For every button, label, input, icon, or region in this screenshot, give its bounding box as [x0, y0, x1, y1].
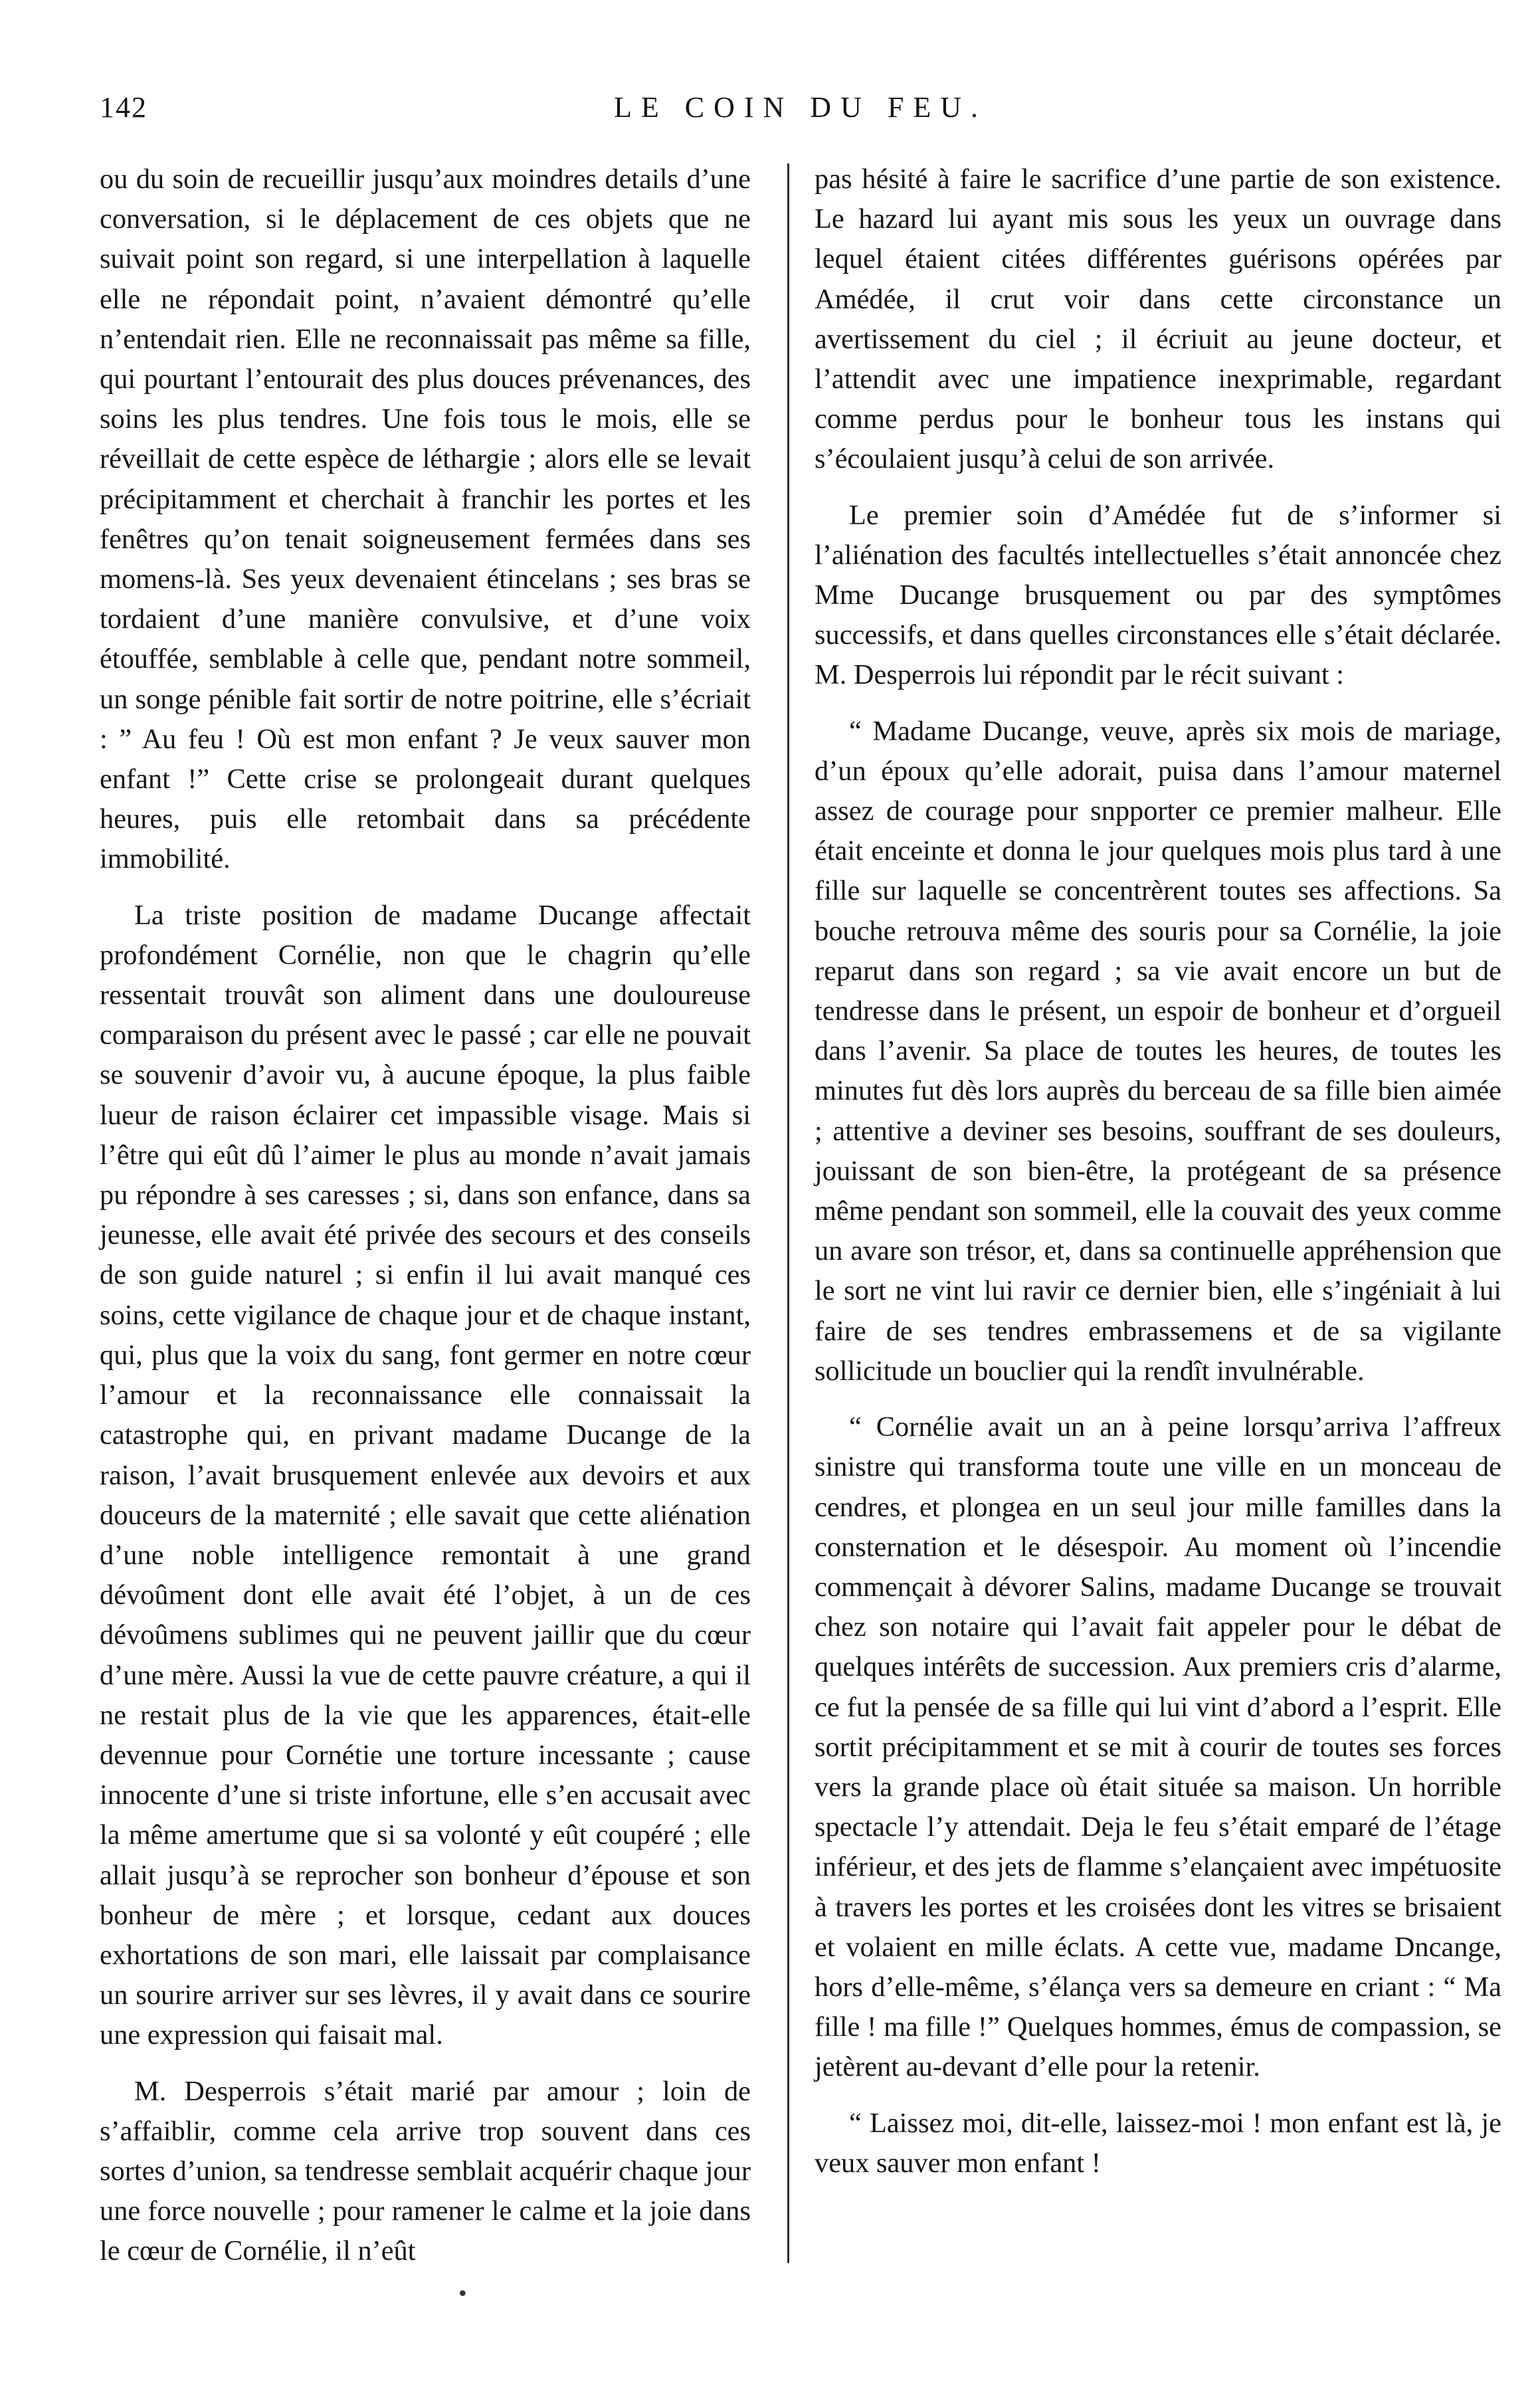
left-paragraph-1: ou du soin de recueillir jusqu’aux moindres details d’une conversation, si le déplacement de ces objets que ne suivait point son regard, si une interpellation à laquelle elle ne répondait point, n’avaient démontré qu’elle n’entendait rien. Elle ne reconnaissait pas même sa fille, qui pourtant l’entourait des plus douces prévenances, des soins les plus tendres. Une fois tous le mois, elle se réveillait de cette espèce de léthargie ; alors elle se levait précipitamment et cherchait à franchir les portes et les fenêtres qu’on tenait soigneusement fermées dans ses momens-là. Ses yeux devenaient étincelans ; ses bras se tordaient d’une manière convulsive, et d’une voix étouffée, semblable à celle que, pendant notre sommeil, un songe pénible fait sortir de notre poitrine, elle s’écriait : ” Au feu ! Où est mon enfant ? Je veux sauver mon enfant !” Cette crise se prolongeait durant quelques heures, puis elle retombait dans sa précédente immobilité.: [100, 163, 751, 875]
right-paragraph-2: Le premier soin d’Amédée fut de s’informer si l’aliénation des facultés intellectuelles s’était annoncée chez Mme Ducange brusquement ou par des symptômes successifs, et dans quelles circonstances elle s’était déclarée. M. Desperrois lui répondit par le récit suivant :: [815, 499, 1501, 691]
right-paragraph-4: “ Cornélie avait un an à peine lorsqu’arriva l’affreux sinistre qui transforma toute une ville en un monceau de cendres, et plongea en un seul jour mille familles dans la consternation et le désespoir. Au moment où l’incendie commençait à dévorer Salins, madame Ducange se trouvait chez son notaire qui l’avait fait appeler pour le débat de quelques intérêts de succession. Aux premiers cris d’alarme, ce fut la pensée de sa fille qui lui vint d’abord a l’esprit. Elle sortit précipitamment et se mit à courir de toutes ses forces vers la grande place où était située sa maison. Un horrible spectacle l’y attendait. Deja le feu s’était emparé de l’étage inférieur, et des jets de flamme s’elançaient avec impétuosite à travers les portes et les croisées dont les vitres se brisaient et volaient en mille éclats. A cette vue, madame Dncange, hors d’elle-même, s’élança vers sa demeure en criant : “ Ma fille ! ma fille !” Quelques hommes, émus de compassion, se jetèrent au-devant d’elle pour la retenir.: [815, 1411, 1501, 2083]
page-number: 142: [100, 91, 147, 124]
right-paragraph-3: “ Madame Ducange, veuve, après six mois de mariage, d’un époux qu’elle adorait, puisa dans l’amour maternel assez de courage pour snpporter ce premier malheur. Elle était enceinte et donna le jour quelques mois plus tard à une fille sur laquelle se concentrèrent toutes ses affections. Sa bouche retrouva même des souris pour sa Cornélie, la joie reparut dans son regard ; sa vie avait encore un but de tendresse dans le présent, un espoir de bonheur et d’orgueil dans l’avenir. Sa place de toutes les heures, de toutes les minutes fut dès lors auprès du berceau de sa fille bien aimée ; attentive a deviner ses besoins, souffrant de ses douleurs, jouissant de son bien-être, la protégeant de sa présence même pendant son sommeil, elle la couvait des yeux comme un avare son trésor, et, dans sa continuelle appréhension que le sort ne vint lui ravir ce dernier bien, elle s’ingéniait à lui faire de ses tendres embrassemens et de sa vigilante sollicitude un bouclier qui la rendît invulnérable.: [815, 715, 1501, 1387]
column-divider: [787, 163, 789, 2263]
running-title: LE COIN DU FEU.: [614, 91, 987, 124]
footer-mark: •: [458, 2280, 467, 2306]
left-paragraph-3: M. Desperrois s’était marié par amour ; loin de s’affaiblir, comme cela arrive trop souvent dans ces sortes d’union, sa tendresse semblait acquérir chaque jour une force nouvelle ; pour ramener le calme et la joie dans le cœur de Cornélie, il n’eût: [100, 2075, 751, 2267]
right-paragraph-5: “ Laissez moi, dit-elle, laissez-moi ! mon enfant est là, je veux sauver mon enfant !: [815, 2107, 1501, 2179]
right-paragraph-1: pas hésité à faire le sacrifice d’une partie de son existence. Le hazard lui ayant mis sous les yeux un ouvrage dans lequel étaient citées différentes guérisons opérées par Amédée, il crut voir dans cette circonstance un avertissement du ciel ; il écriuit au jeune docteur, et l’attendit avec une impatience inexprimable, regardant comme perdus pour le bonheur tous les instans qui s’écoulaient jusqu’à celui de son arrivée.: [815, 163, 1501, 475]
page-header: [100, 90, 1501, 130]
right-column: [815, 159, 1501, 2183]
left-column: [100, 159, 751, 2272]
left-paragraph-2: La triste position de madame Ducange affectait profondément Cornélie, non que le chagrin qu’elle ressentait trouvât son aliment dans une douloureuse comparaison du présent avec le passé ; car elle ne pouvait se souvenir d’avoir vu, à aucune époque, la plus faible lueur de raison éclairer cet impassible visage. Mais si l’être qui eût dû l’aimer le plus au monde n’avait jamais pu répondre à ses caresses ; si, dans son enfance, dans sa jeunesse, elle avait été privée des secours et des conseils de son guide naturel ; si enfin il lui avait manqué ces soins, cette vigilance de chaque jour et de chaque instant, qui, plus que la voix du sang, font germer en notre cœur l’amour et la reconnaissance elle connaissait la catastrophe qui, en privant madame Ducange de la raison, l’avait brusquement enlevée aux devoirs et aux douceurs de la maternité ; elle savait que cette aliénation d’une noble intelligence remontait à une grand dévoûment dont elle avait été l’objet, à un de ces dévoûmens sublimes qui ne peuvent jaillir que du cœur d’une mère. Aussi la vue de cette pauvre créature, a qui il ne restait plus de la vie que les apparences, était-elle devennue pour Cornétie une torture incessante ; cause innocente d’une si triste infortune, elle s’en accusait avec la même amertume que si sa volonté y eût coupéré ; elle allait jusqu’à se reprocher son bonheur d’épouse et son bonheur de mère ; et lorsque, cedant aux douces exhortations de son mari, elle laissait par complaisance un sourire arriver sur ses lèvres, il y avait dans ce sourire une expression qui faisait mal.: [100, 899, 751, 2051]
